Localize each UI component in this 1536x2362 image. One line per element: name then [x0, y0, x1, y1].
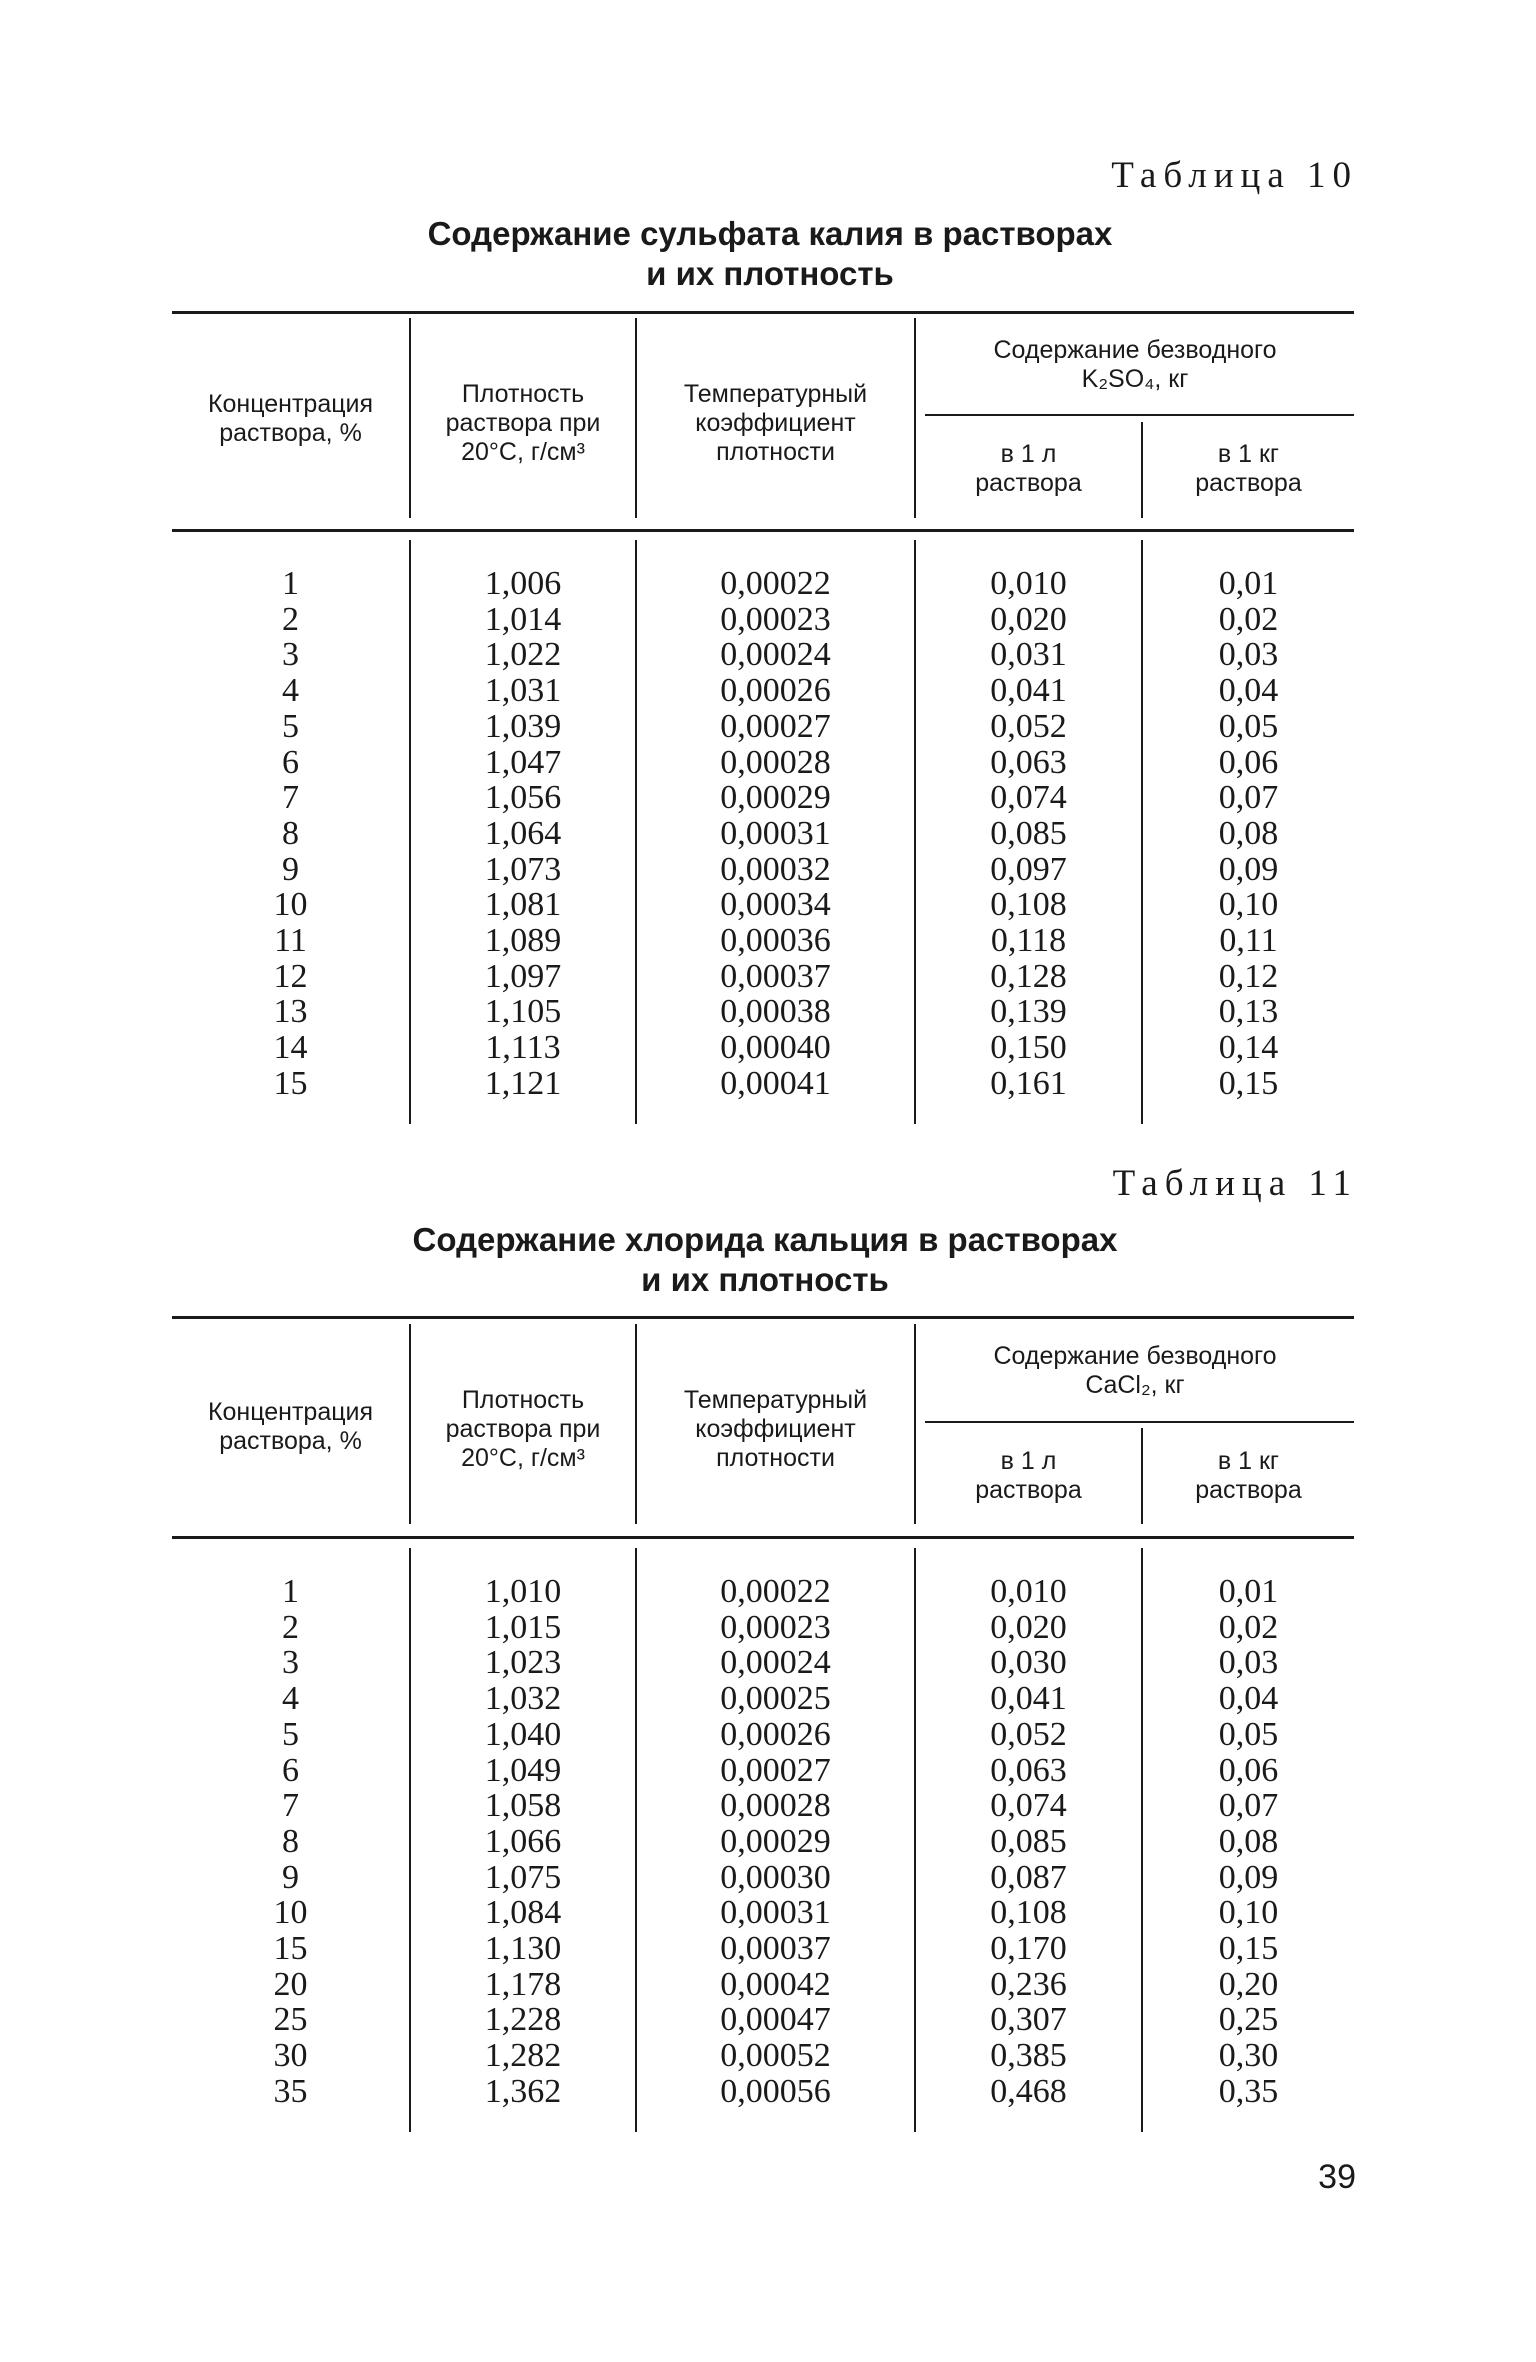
table-cell: 0,00052 — [720, 2037, 831, 2075]
table-cell: 1,121 — [484, 1064, 562, 1102]
table-cell: 0,01 — [1218, 565, 1279, 602]
header-text: раствора при — [445, 1415, 601, 1443]
table-cell: 0,074 — [990, 1787, 1067, 1825]
table-cell: 0,03 — [1218, 1644, 1279, 1682]
table-cell: 0,020 — [990, 600, 1067, 638]
table-cell: 5 — [282, 707, 299, 745]
table-label: Таблица 11 — [1112, 1163, 1358, 1204]
header-concentration — [172, 390, 409, 448]
header-concentration — [172, 1398, 409, 1456]
table-cell: 0,00024 — [720, 636, 831, 674]
table-cell: 0,00037 — [720, 957, 831, 995]
header-text: Содержание безводного — [993, 336, 1277, 364]
table-cell: 0,15 — [1218, 1930, 1279, 1968]
table-cell: 0,00023 — [720, 600, 831, 638]
table-cell: 0,128 — [990, 957, 1067, 995]
table-cell: 20 — [273, 1965, 308, 2003]
column-density — [411, 566, 635, 1102]
table-cell: 0,05 — [1218, 707, 1279, 745]
table-cell: 0,00024 — [720, 1644, 831, 1682]
table-cell: 0,236 — [990, 1965, 1067, 2003]
table-cell: 1,105 — [484, 993, 562, 1031]
table-cell: 13 — [273, 993, 308, 1031]
table-top-rule — [172, 311, 1354, 314]
table-cell: 9 — [282, 1858, 299, 1896]
table-cell: 0,11 — [1219, 922, 1278, 960]
column-temp-coef — [637, 566, 914, 1102]
header-text: коэффициент — [695, 1415, 856, 1443]
table-cell: 0,00025 — [720, 1680, 831, 1718]
page-number: 39 — [1318, 2158, 1356, 2196]
header-per-liter — [916, 440, 1141, 498]
table-cell: 10 — [273, 886, 308, 924]
table-title-line: и их плотность — [641, 1261, 889, 1298]
header-text: в 1 кг — [1217, 1447, 1280, 1475]
table-cell: 0,02 — [1218, 600, 1279, 638]
table-cell: 0,010 — [990, 1573, 1067, 1610]
table-title-line: Содержание хлорида кальция в растворах — [412, 1221, 1118, 1258]
header-text: раствора — [1195, 1476, 1302, 1504]
header-per-liter — [916, 1447, 1141, 1505]
table-cell: 1,073 — [484, 850, 562, 888]
table-cell: 0,00030 — [720, 1858, 831, 1896]
header-density — [411, 1386, 635, 1473]
header-inner-rule — [925, 414, 1354, 416]
table-cell: 0,052 — [990, 707, 1067, 745]
table-cell: 0,30 — [1218, 2037, 1279, 2075]
table-cell: 15 — [273, 1930, 308, 1968]
table-cell: 0,041 — [990, 1680, 1067, 1718]
table-title — [365, 1220, 1165, 1300]
header-text: 20°C, г/см³ — [461, 438, 585, 466]
table-cell: 0,04 — [1218, 1680, 1279, 1718]
table-cell: 1,130 — [484, 1930, 562, 1968]
header-text: раствора, % — [219, 1427, 362, 1455]
table-cell: 1,015 — [484, 1608, 562, 1646]
table-cell: 0,161 — [990, 1064, 1067, 1102]
table-cell: 1,081 — [484, 886, 562, 924]
table-cell: 0,00027 — [720, 1751, 831, 1789]
table-cell: 1,075 — [484, 1858, 562, 1896]
header-text: Концентрация — [207, 390, 374, 418]
table-cell: 0,15 — [1218, 1064, 1279, 1102]
table-cell: 0,20 — [1218, 1965, 1279, 2003]
table-cell: 1,178 — [484, 1965, 562, 2003]
table-cell: 1,064 — [484, 814, 562, 852]
table-cell: 1,031 — [484, 672, 562, 710]
table-cell: 1,056 — [484, 779, 562, 817]
table-cell: 0,108 — [990, 886, 1067, 924]
table-cell: 0,00026 — [720, 672, 831, 710]
header-text: Температурный — [683, 1386, 868, 1414]
header-text: раствора — [975, 1476, 1082, 1504]
table-cell: 14 — [273, 1029, 308, 1067]
table-cell: 0,030 — [990, 1644, 1067, 1682]
table-cell: 0,03 — [1218, 636, 1279, 674]
column-per-liter — [916, 1574, 1141, 2110]
table-cell: 0,35 — [1218, 2072, 1279, 2110]
header-text: Температурный — [683, 380, 868, 408]
table-cell: 0,04 — [1218, 672, 1279, 710]
table-cell: 1,084 — [484, 1894, 562, 1932]
table-cell: 0,00056 — [720, 2072, 831, 2110]
table-cell: 4 — [282, 672, 299, 710]
table-cell: 1 — [282, 1573, 299, 1610]
header-text: Содержание безводного — [993, 1342, 1277, 1370]
table-cell: 1,066 — [484, 1822, 562, 1860]
header-text: коэффициент — [695, 409, 856, 437]
header-temp-coef — [637, 380, 914, 467]
table-cell: 2 — [282, 1608, 299, 1646]
table-cell: 0,00029 — [720, 779, 831, 817]
header-text: плотности — [716, 1444, 835, 1472]
header-text: CaCl₂, кг — [1085, 1371, 1185, 1399]
header-text: раствора — [1195, 469, 1302, 497]
table-cell: 0,25 — [1218, 2001, 1279, 2039]
table-cell: 8 — [282, 814, 299, 852]
table-cell: 6 — [282, 743, 299, 781]
table-cell: 0,00036 — [720, 922, 831, 960]
table-cell: 15 — [273, 1064, 308, 1102]
table-cell: 1,040 — [484, 1715, 562, 1753]
table-cell: 1,049 — [484, 1751, 562, 1789]
table-cell: 0,00037 — [720, 1930, 831, 1968]
table-cell: 0,00029 — [720, 1822, 831, 1860]
header-text: в 1 л — [1000, 1447, 1057, 1475]
table-cell: 1,089 — [484, 922, 562, 960]
table-cell: 6 — [282, 1751, 299, 1789]
header-text: раствора — [975, 469, 1082, 497]
table-cell: 1,006 — [484, 565, 562, 602]
table-cell: 0,00047 — [720, 2001, 831, 2039]
column-density — [411, 1574, 635, 2110]
table-cell: 0,00038 — [720, 993, 831, 1031]
header-text: раствора при — [445, 409, 601, 437]
table-cell: 0,00022 — [720, 565, 831, 602]
table-cell: 0,01 — [1218, 1573, 1279, 1610]
header-per-kg — [1143, 1447, 1354, 1505]
table-top-rule — [172, 1316, 1354, 1319]
header-text: плотности — [716, 438, 835, 466]
table-cell: 5 — [282, 1715, 299, 1753]
table-cell: 0,14 — [1218, 1029, 1279, 1067]
header-text: раствора, % — [219, 419, 362, 447]
table-cell: 0,00027 — [720, 707, 831, 745]
table-cell: 0,08 — [1218, 814, 1279, 852]
header-text: Плотность — [461, 380, 585, 408]
header-temp-coef — [637, 1386, 914, 1473]
table-cell: 25 — [273, 2001, 308, 2039]
table-cell: 0,074 — [990, 779, 1067, 817]
column-per-liter — [916, 566, 1141, 1102]
table-cell: 0,10 — [1218, 1894, 1279, 1932]
header-text: в 1 кг — [1217, 440, 1280, 468]
table-cell: 0,468 — [990, 2072, 1067, 2110]
table-cell: 0,05 — [1218, 1715, 1279, 1753]
table-cell: 1,097 — [484, 957, 562, 995]
table-cell: 0,07 — [1218, 779, 1279, 817]
table-title-line: Содержание сульфата калия в растворах — [427, 215, 1113, 252]
header-per-kg — [1143, 440, 1354, 498]
header-text: K₂SO₄, кг — [1081, 365, 1189, 393]
table-cell: 12 — [273, 957, 308, 995]
column-per-kg — [1143, 566, 1354, 1102]
table-cell: 0,041 — [990, 672, 1067, 710]
table-cell: 0,12 — [1218, 957, 1279, 995]
table-cell: 10 — [273, 1894, 308, 1932]
table-cell: 0,139 — [990, 993, 1067, 1031]
table-cell: 0,00032 — [720, 850, 831, 888]
column-temp-coef — [637, 1574, 914, 2110]
table-cell: 8 — [282, 1822, 299, 1860]
table-cell: 0,00034 — [720, 886, 831, 924]
header-bottom-rule — [172, 529, 1354, 532]
header-text: 20°C, г/см³ — [461, 1444, 585, 1472]
table-cell: 1,058 — [484, 1787, 562, 1825]
table-cell: 0,020 — [990, 1608, 1067, 1646]
table-cell: 0,00031 — [720, 1894, 831, 1932]
table-cell: 0,10 — [1218, 886, 1279, 924]
table-cell: 0,170 — [990, 1930, 1067, 1968]
table-cell: 7 — [282, 779, 299, 817]
table-cell: 4 — [282, 1680, 299, 1718]
table-cell: 0,08 — [1218, 1822, 1279, 1860]
table-cell: 0,063 — [990, 1751, 1067, 1789]
table-cell: 2 — [282, 600, 299, 638]
header-text: Концентрация — [207, 1398, 374, 1426]
table-cell: 0,087 — [990, 1858, 1067, 1896]
table-cell: 1,047 — [484, 743, 562, 781]
table-cell: 0,00026 — [720, 1715, 831, 1753]
column-concentration — [172, 1574, 409, 2110]
table-cell: 0,385 — [990, 2037, 1067, 2075]
table-cell: 1,039 — [484, 707, 562, 745]
table-cell: 0,06 — [1218, 1751, 1279, 1789]
table-cell: 0,00023 — [720, 1608, 831, 1646]
table-cell: 0,13 — [1218, 993, 1279, 1031]
table-cell: 1,228 — [484, 2001, 562, 2039]
table-cell: 0,118 — [990, 922, 1067, 960]
header-density — [411, 380, 635, 467]
table-cell: 0,063 — [990, 743, 1067, 781]
table-cell: 0,00028 — [720, 743, 831, 781]
column-concentration — [172, 566, 409, 1102]
table-title — [370, 214, 1170, 294]
table-cell: 3 — [282, 636, 299, 674]
header-inner-rule — [925, 1421, 1354, 1423]
table-cell: 0,307 — [990, 2001, 1067, 2039]
header-bottom-rule — [172, 1536, 1354, 1539]
header-text: Плотность — [461, 1386, 585, 1414]
table-cell: 0,00022 — [720, 1573, 831, 1610]
table-cell: 1,022 — [484, 636, 562, 674]
table-cell: 1,362 — [484, 2072, 562, 2110]
table-cell: 1,282 — [484, 2037, 562, 2075]
table-cell: 0,09 — [1218, 850, 1279, 888]
table-cell: 3 — [282, 1644, 299, 1682]
table-cell: 0,010 — [990, 565, 1067, 602]
table-title-line: и их плотность — [646, 255, 894, 292]
table-cell: 0,097 — [990, 850, 1067, 888]
table-cell: 0,150 — [990, 1029, 1067, 1067]
table-cell: 7 — [282, 1787, 299, 1825]
table-cell: 0,031 — [990, 636, 1067, 674]
header-content-group — [916, 336, 1354, 394]
table-cell: 0,085 — [990, 814, 1067, 852]
table-cell: 0,052 — [990, 1715, 1067, 1753]
table-cell: 0,00042 — [720, 1965, 831, 2003]
header-text: в 1 л — [1000, 440, 1057, 468]
table-cell: 0,00041 — [720, 1064, 831, 1102]
table-cell: 1,023 — [484, 1644, 562, 1682]
table-label: Таблица 10 — [1111, 155, 1358, 196]
table-cell: 0,06 — [1218, 743, 1279, 781]
table-cell: 35 — [273, 2072, 308, 2110]
column-per-kg — [1143, 1574, 1354, 2110]
table-cell: 1,032 — [484, 1680, 562, 1718]
table-cell: 0,07 — [1218, 1787, 1279, 1825]
table-cell: 1,113 — [485, 1029, 561, 1067]
table-cell: 0,00040 — [720, 1029, 831, 1067]
table-cell: 1,010 — [484, 1573, 562, 1610]
table-cell: 0,108 — [990, 1894, 1067, 1932]
table-cell: 30 — [273, 2037, 308, 2075]
table-cell: 1 — [282, 565, 299, 602]
table-cell: 0,09 — [1218, 1858, 1279, 1896]
table-cell: 0,02 — [1218, 1608, 1279, 1646]
table-cell: 0,00028 — [720, 1787, 831, 1825]
table-cell: 0,00031 — [720, 814, 831, 852]
table-cell: 11 — [274, 922, 307, 960]
table-cell: 0,085 — [990, 1822, 1067, 1860]
header-content-group — [916, 1342, 1354, 1400]
table-cell: 9 — [282, 850, 299, 888]
table-cell: 1,014 — [484, 600, 562, 638]
